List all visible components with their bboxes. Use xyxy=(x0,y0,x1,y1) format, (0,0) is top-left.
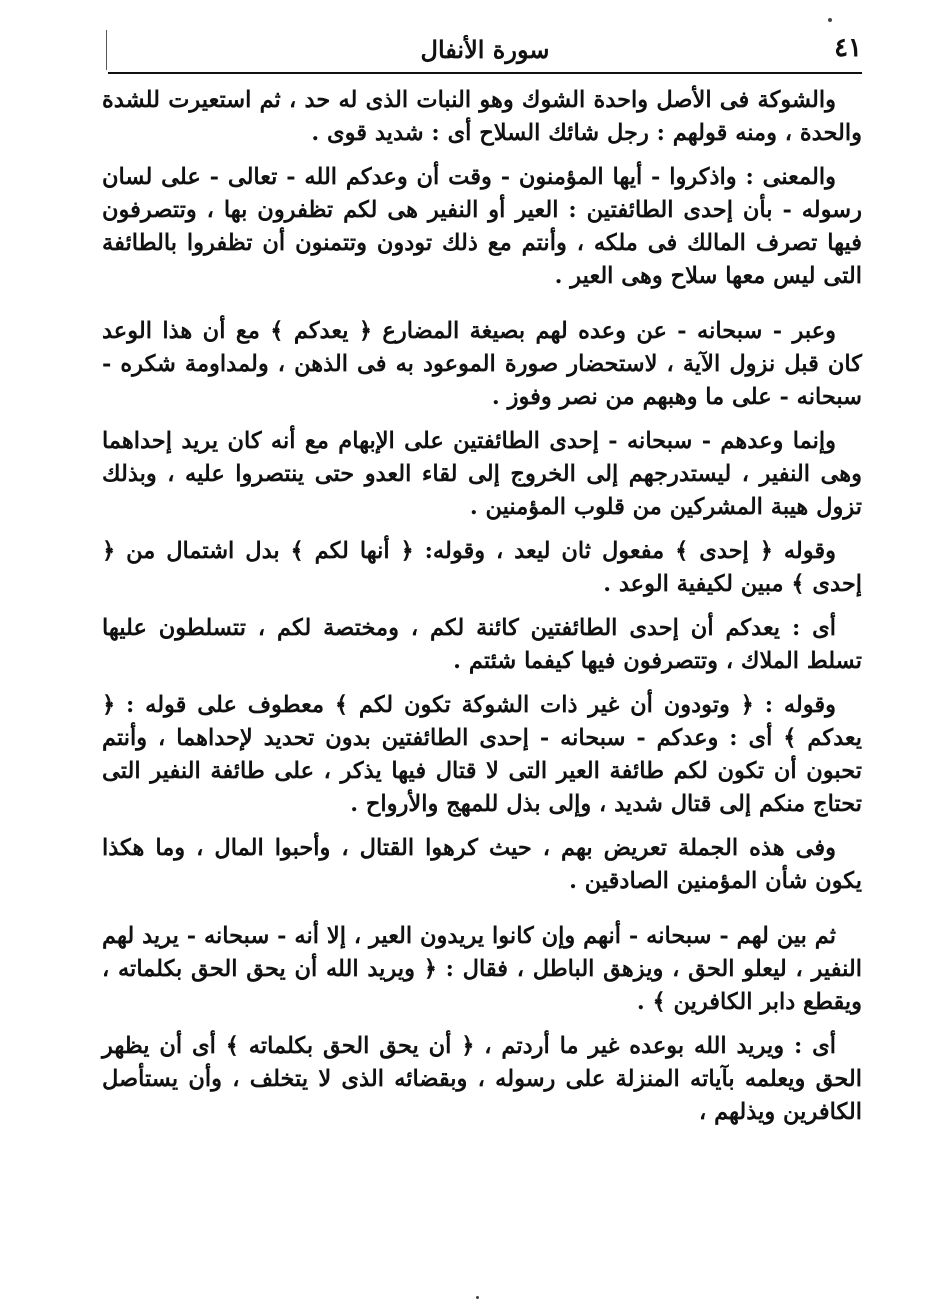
paragraph-ambiguous-promise: وإنما وعدهم - سبحانه - إحدى الطائفتين على الإبهام مع أنه كان يريد إحداهما وهى النفير ، ليستدرجهم إلى الخروج إلى لقاء العدو حتى ينتصروا عليه ، وبذلك تزول هيبة المشركين من قلوب المؤمنين . xyxy=(102,428,862,520)
scan-speck xyxy=(828,18,832,22)
paragraph-grammar: وقوله ﴿ إحدى ﴾ مفعول ثان ليعد ، وقوله: ﴿ أنها لكم ﴾ بدل اشتمال من ﴿ إحدى ﴾ مبين لكيفية الوعد . xyxy=(102,538,862,597)
surah-title: سورة الأنفال xyxy=(420,35,550,64)
paragraph-implication: وفى هذه الجملة تعريض بهم ، حيث كرهوا القتال ، وأحبوا المال ، وما هكذا يكون شأن المؤمنين الصادقين . xyxy=(102,835,862,894)
scan-speck xyxy=(476,1296,479,1299)
paragraph-wish-for-caravan: وقوله : ﴿ وتودون أن غير ذات الشوكة تكون لكم ﴾ معطوف على قوله : ﴿ يعدكم ﴾ أى : وعدكم - سبحانه - إحدى الطائفتين بدون تحديد لإحداهما ، وأنتم تحبون أن تكون لكم طائفة العير التى لا قتال فيها يذكر ، على طائفة النفير التى تحتاج منكم إلى قتال شديد ، وإلى بذل للمهج والأرواح . xyxy=(102,692,862,817)
header-rule xyxy=(108,72,862,74)
paragraph-shawka-definition: والشوكة فى الأصل واحدة الشوك وهو النبات الذى له حد ، ثم استعيرت للشدة والحدة ، ومنه قولهم : رجل شائك السلاح أى : شديد قوى . xyxy=(102,87,862,146)
paragraph-establish-truth: أى : ويريد الله بوعده غير ما أردتم ، ﴿ أن يحق الحق بكلماته ﴾ أى أن يظهر الحق ويعلمه بآياته المنزلة على رسوله ، وبقضائه الذى لا يتخلف ، وأن يستأصل الكافرين ويذلهم ، xyxy=(102,1033,862,1125)
tafsir-text xyxy=(102,84,862,1140)
page-header xyxy=(108,24,862,74)
paragraph-explanation: أى : يعدكم أن إحدى الطائفتين كائنة لكم ، ومختصة لكم ، تتسلطون عليها تسلط الملاك ، وتتصرفون فيها كيفما شئتم . xyxy=(102,615,862,674)
paragraph-meaning: والمعنى : واذكروا - أيها المؤمنون - وقت أن وعدكم الله - تعالى - على لسان رسوله - بأن إحدى الطائفتين : العير أو النفير هى لكم تظفرون بها ، وتتصرفون فيها تصرف المالك فى ملكه ، وأنتم مع ذلك تودون وتتمنون أن تظفروا بالطائفة التى ليس معها سلاح وهى العير . xyxy=(102,164,862,289)
paragraph-divine-will: ثم بين لهم - سبحانه - أنهم وإن كانوا يريدون العير ، إلا أنه - سبحانه - يريد لهم النفير ، ليعلو الحق ، ويزهق الباطل ، فقال : ﴿ ويريد الله أن يحق الحق بكلماته ، ويقطع دابر الكافرين ﴾ . xyxy=(102,923,862,1015)
page-number: ٤١ xyxy=(834,33,862,63)
header-margin-mark xyxy=(106,30,107,70)
paragraph-present-tense: وعبر - سبحانه - عن وعده لهم بصيغة المضارع ﴿ يعدكم ﴾ مع أن هذا الوعد كان قبل نزول الآية ، لاستحضار صورة الموعود به فى الذهن ، ولمداومة شكره - سبحانه - على ما وهبهم من نصر وفوز . xyxy=(102,318,862,410)
